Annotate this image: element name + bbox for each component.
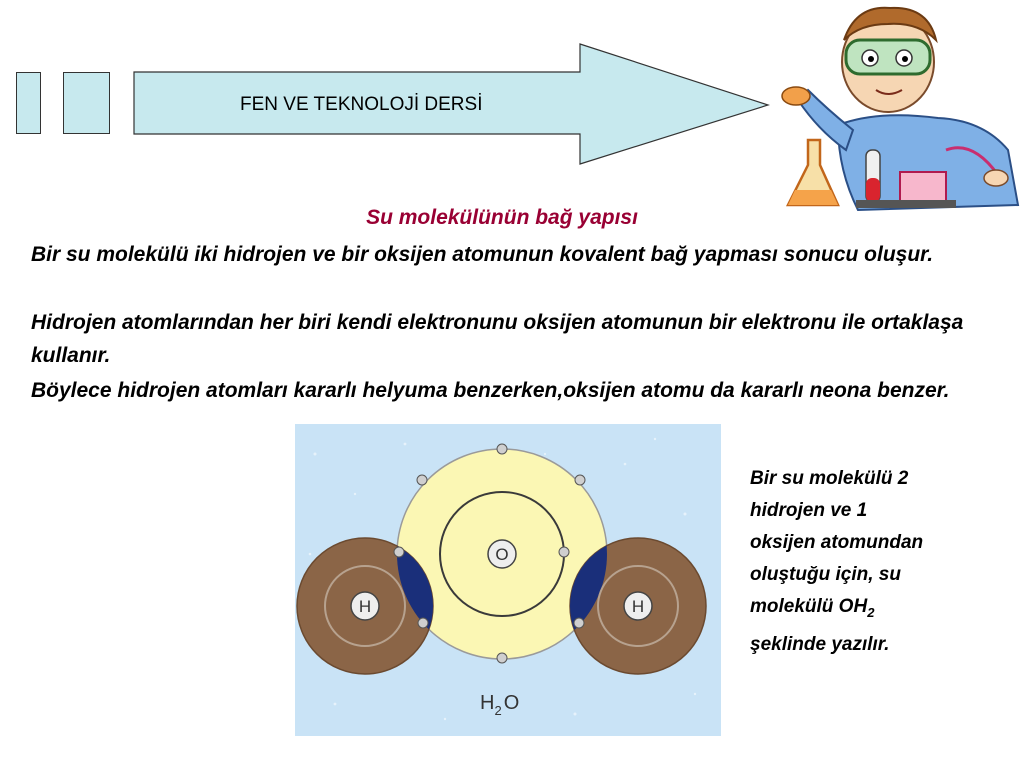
section-heading [0,206,1024,230]
slide-title: FEN VE TEKNOLOJİ DERSİ [240,94,483,115]
formula-label: $H_2$ O [480,692,520,718]
oxygen-label: O [495,545,509,564]
paragraph-1: Bir su molekülü iki hidrojen ve bir oksijen atomunun kovalent bağ yapması sonucu oluşur. [31,243,934,266]
water-molecule-diagram [295,424,721,736]
paragraph-3: Böylece hidrojen atomları kararlı helyuma benzerken,oksijen atomu da kararlı neona benzer. [31,379,950,402]
decor-block-right [63,72,110,134]
side-note: Bir su molekülü 2 hidrojen ve 1 oksijen atomundan oluştuğu için, su molekülü $OH_2$ şeklinde yazılır. [750,468,924,655]
hydrogen-left-label: H [358,597,372,616]
scientist-illustration [768,0,1024,215]
paragraph-2: Hidrojen atomlarından her biri kendi elektronunu oksijen atomunun bir elektronu ile ortaklaşa kullanır. [31,311,964,367]
hydrogen-right-label: H [631,597,645,616]
decor-block-left [16,72,41,134]
section-heading-text: Su molekülünün bağ yapısı [366,206,638,229]
